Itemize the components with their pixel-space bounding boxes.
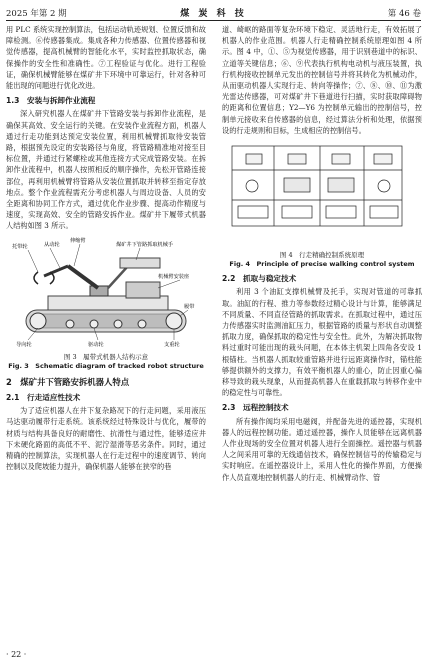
control-circuit-diagram (224, 140, 420, 246)
label-guide-roller: 托带轮 (12, 243, 28, 250)
paragraph: 道、崎岖的路面等复杂环境下稳定、灵活地行走，有效拓展了机器人的作业范围。机器人行走精确控制系统原理如图 4 所示。图 4 中，①、⑤为视觉传感器，用于识别巷道中的标识、立道等关键信息；⑥、⑨代表执行机构电动机与液压装置，执行机构接收控制单元发出的控制信号并将其转化为机械动作，从而驱动机器人实现行走、转向等操作；⑦、⑧、⑩、⑪为激光雷达传感器，可对煤矿井下巷道进行扫描，实时获取障碍物的距离和位置信息；Y2—Y6 为控制单元输出的控制信号，控制单元接收来自传感器的信息，经过算法分析和处理，依据预设的行走规则和目标，生成相应的控制信号。 (222, 25, 422, 135)
section-heading: 2 煤矿井下管路安拆机器人特点 (6, 376, 130, 387)
journal-title: 煤 炭 科 技 (180, 9, 247, 19)
volume-label: 第 46 卷 (387, 9, 421, 19)
tracked-robot-drawing (8, 236, 204, 348)
label-arm-mount: 机械臂安装座 (158, 273, 190, 280)
subsection-heading: 2.1 行走适应性技术 (6, 393, 81, 403)
figure-4-caption-en: Fig. 4 Principle of precise walking control system (229, 260, 415, 269)
figure-3-caption-cn: 图 3 履带式机器人结构示意 (63, 352, 149, 361)
label-support-wheel: 支重轮 (164, 341, 180, 348)
label-drive-wheel: 驱动轮 (88, 341, 104, 348)
subsection-heading: 2.2 抓取与稳定技术 (222, 274, 297, 284)
figure-3-caption-en: Fig. 3 Schematic diagram of tracked robot structure (8, 361, 204, 370)
label-telescopic-arm: 伸缩臂 (70, 237, 86, 244)
paragraph: 利用 3 个油缸支撑机械臂及托手，实现对管道的可靠抓取。油缸的行程、推力等参数经过精心设计与计算，能够满足不同质量、不同直径管路的抓取需求。在抓取过程中，通过压力传感器实时监测油缸压力，根据管路的质量与形状自动调整抓取力度，确保抓取的稳定性与安全性。此外，为解决抓取物料过重时可能出现的栽头问题，在本体主机架上四角各安设 1 根锚柱。当机器人抓取较重管路并进行远距离操作时，锚柱能够提供额外的支撑力，有效平衡机器人的重心，防止因重心偏移导致的栽头现象，从而提高机器人在重载抓取与转移作业中的稳定性与可靠性。 (222, 287, 422, 398)
page-header (6, 5, 421, 19)
figure-3 (6, 236, 206, 351)
paragraph: 为了适应机器人在井下复杂路况下的行走问题，采用液压马达驱动履带行走系统。该系统经过特殊设计与优化，履带的材质与结构具备良好的耐磨性、抗滑性与通过性，能够适应井下未硬化路面的高低不平、泥泞湿滑等恶劣条件。同时，通过精确的控制算法，实现机器人在行走过程中的速度调节、转向控制以及爬坡能力提升，确保机器人能够在狭窄的巷 (6, 406, 206, 472)
section-heading: 1.3 安装与拆卸作业流程 (6, 96, 96, 106)
label-track: 履带 (184, 303, 195, 310)
paragraph: 用 PLC 系统实现控制算法，包括运动轨迹规划、位置反馈和故障检测。⑥传感器集成。集成各种力传感器、位置传感器和视觉传感器，提高机械臂的智能化水平，实时监控抓取状态，确保操作的安全性和准确性。⑦工程验证与优化。进行工程验证，确保机械臂能够在煤矿井下环境中可靠运行，针对各种可能出现的问题进行优化改进。 (6, 25, 206, 91)
figure-4-caption-cn: 图 4 行走精确控制系统原理 (279, 251, 365, 260)
issue-label: 2025 年第 2 期 (6, 9, 67, 19)
paragraph: 所有操作阀均采用电磁阀，并配备先进的遥控器，实现机器人的远程控制功能。通过遥控器，操作人员能够在远离机器人作业现场的安全位置对机器人进行全面操控。遥控器与机器人之间采用可靠的无线通信技术，确保控制信号的传输稳定与实时响应。在遥控器设计上，采用人性化的操作界面，方便操作人员直观地控制机器人的行走、机械臂动作、管 (222, 416, 422, 482)
label-driven-wheel: 从动轮 (44, 241, 60, 248)
label-carrier: 导向轮 (16, 341, 32, 348)
label-gripper: 煤矿井下管路抓取机械手 (116, 241, 174, 248)
paragraph: 深入研究机器人在煤矿井下管路安装与拆卸作业流程，是确保其高效、安全运行的关键。在安装作业流程方面，机器人通过行走功能到达预定安装位置，利用机械臂抓取待安装管路，根据预先设定的安装路径与角度，将管路精准地对接至目标位置，并通过行紧螺栓或其他连接方式完成管路安装。在拆卸作业流程中，机器人按照相反的顺序操作，先松开管路连接部位，再利用机械臂将管路从安装位置抓取并转移至指定存放地点。整个作业流程需充分考虑机器人与周边设备、人员的安全距离和协同工作方式，通过优化作业步骤、提高动作精度与速度，实现高效、安全的管路安拆作业。煤矿井下履带式机器人结构如图 3 所示。 (6, 109, 206, 231)
right-column (222, 24, 422, 483)
page-number: · 22 · (6, 650, 27, 659)
subsection-heading: 2.3 远程控制技术 (222, 403, 289, 413)
figure-4 (222, 140, 422, 249)
left-column (6, 24, 206, 472)
header-rule (6, 20, 421, 21)
